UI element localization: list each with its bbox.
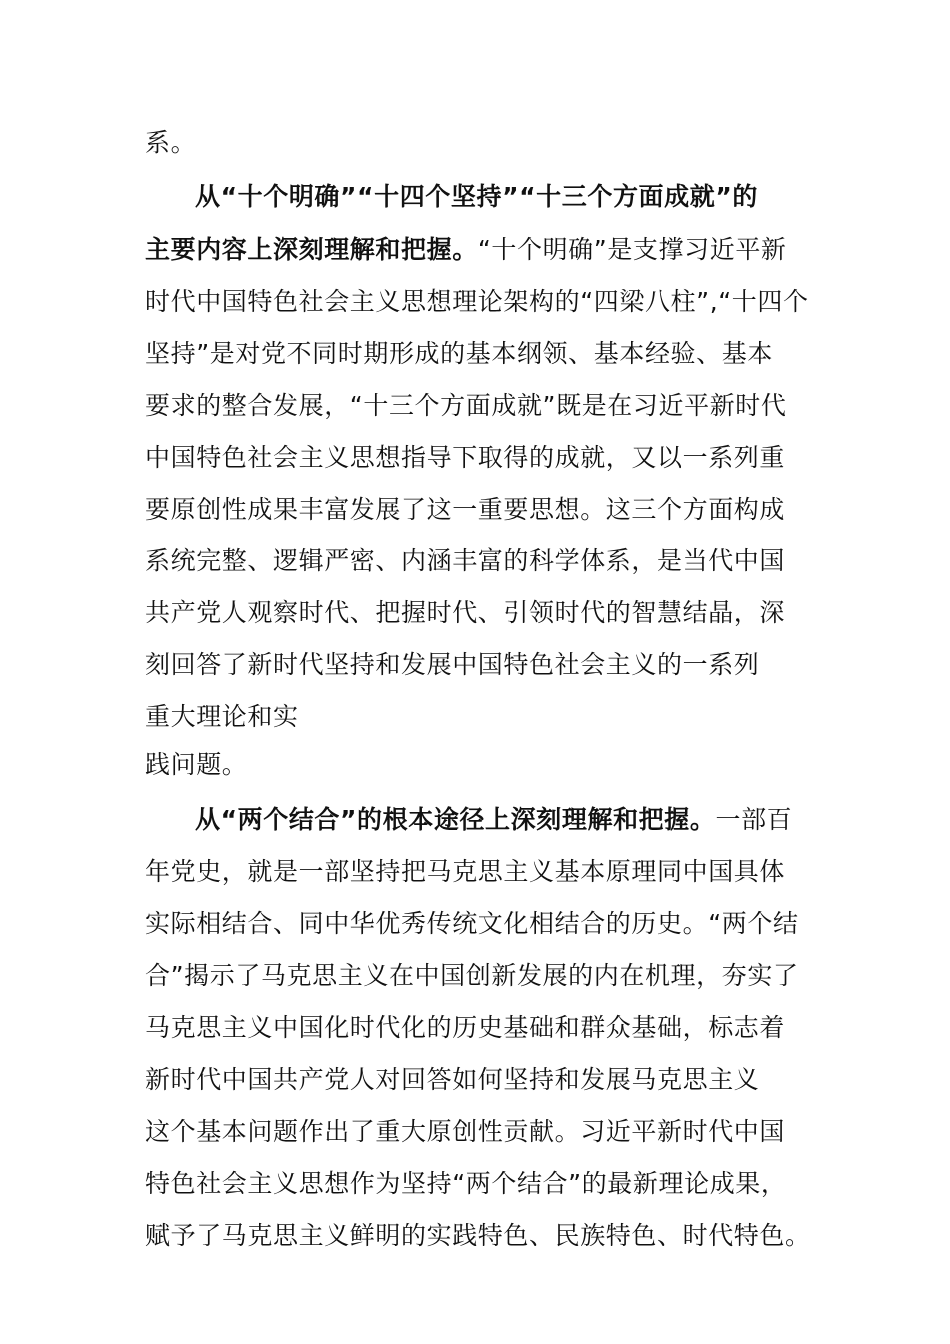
line-text: 共产党人观察时代、把握时代、引领时代的智慧结晶，深: [145, 598, 786, 627]
text-line: [145, 443, 785, 473]
line-text: 特色社会主义思想作为坚持“两个结合”的最新理论成果，: [145, 1169, 787, 1198]
text-line: [145, 1169, 787, 1199]
line-text: 合”揭示了马克思主义在中国创新发展的内在机理，夯实了: [145, 961, 799, 990]
bold-lead-text: 从“两个结合”的根本途径上深刻理解和把握。: [195, 805, 716, 834]
text-line: [145, 495, 785, 525]
text-line: [145, 1065, 759, 1095]
line-text: 要求的整合发展，“十三个方面成就”既是在习近平新时代: [145, 391, 787, 420]
text-line: [145, 650, 759, 680]
line-text: 实际相结合、同中华优秀传统文化相结合的历史。“两个结: [145, 909, 799, 938]
text-line: [145, 339, 773, 369]
text-line: [145, 702, 299, 732]
line-text: 中国特色社会主义思想指导下取得的成就，又以一系列重: [145, 443, 786, 472]
bold-lead-text: 从“十个明确”“十四个坚持”“十三个方面成就”的: [195, 182, 758, 211]
line-text: 系统完整、逻辑严密、内涵丰富的科学体系，是当代中国: [145, 546, 786, 575]
line-text: 刻回答了新时代坚持和发展中国特色社会主义的一系列: [145, 650, 760, 679]
line-text: 重大理论和实: [145, 702, 299, 731]
line-text: 马克思主义中国化时代化的历史基础和群众基础，标志着: [145, 1013, 786, 1042]
line-text: 新时代中国共产党人对回答如何坚持和发展马克思主义: [145, 1065, 760, 1094]
paragraph-heading-line: [195, 805, 792, 835]
line-text: 要原创性成果丰富发展了这一重要思想。这三个方面构成: [145, 495, 786, 524]
line-text: 坚持”是对党不同时期形成的基本纲领、基本经验、基本: [145, 339, 773, 368]
text-line: [145, 909, 799, 939]
line-text: 年党史，就是一部坚持把马克思主义基本原理同中国具体: [145, 857, 786, 886]
text-line: [145, 750, 247, 780]
text-line: [145, 1013, 785, 1043]
line-text: 时代中国特色社会主义思想理论架构的“四梁八柱”,“十四个: [145, 287, 809, 316]
text-line: [145, 546, 785, 576]
text-line: [145, 235, 787, 265]
text-line: [145, 961, 799, 991]
line-text: “十个明确”是支撑习近平新: [477, 235, 787, 264]
text-line: [145, 598, 785, 628]
line-text: 系。: [145, 128, 197, 157]
text-line: [145, 857, 785, 887]
line-text: 这个基本问题作出了重大原创性贡献。习近平新时代中国: [145, 1117, 786, 1146]
bold-lead-text: 主要内容上深刻理解和把握。: [145, 235, 478, 264]
text-line: [145, 128, 196, 158]
text-line: [145, 391, 787, 421]
paragraph-heading-line: [195, 182, 758, 212]
text-line: [145, 287, 809, 317]
line-text: 一部百: [715, 805, 793, 834]
text-line: [145, 1221, 811, 1251]
line-text: 践问题。: [145, 750, 248, 779]
line-text: 赋予了马克思主义鲜明的实践特色、民族特色、时代特色。: [145, 1221, 811, 1250]
text-line: [145, 1117, 785, 1147]
